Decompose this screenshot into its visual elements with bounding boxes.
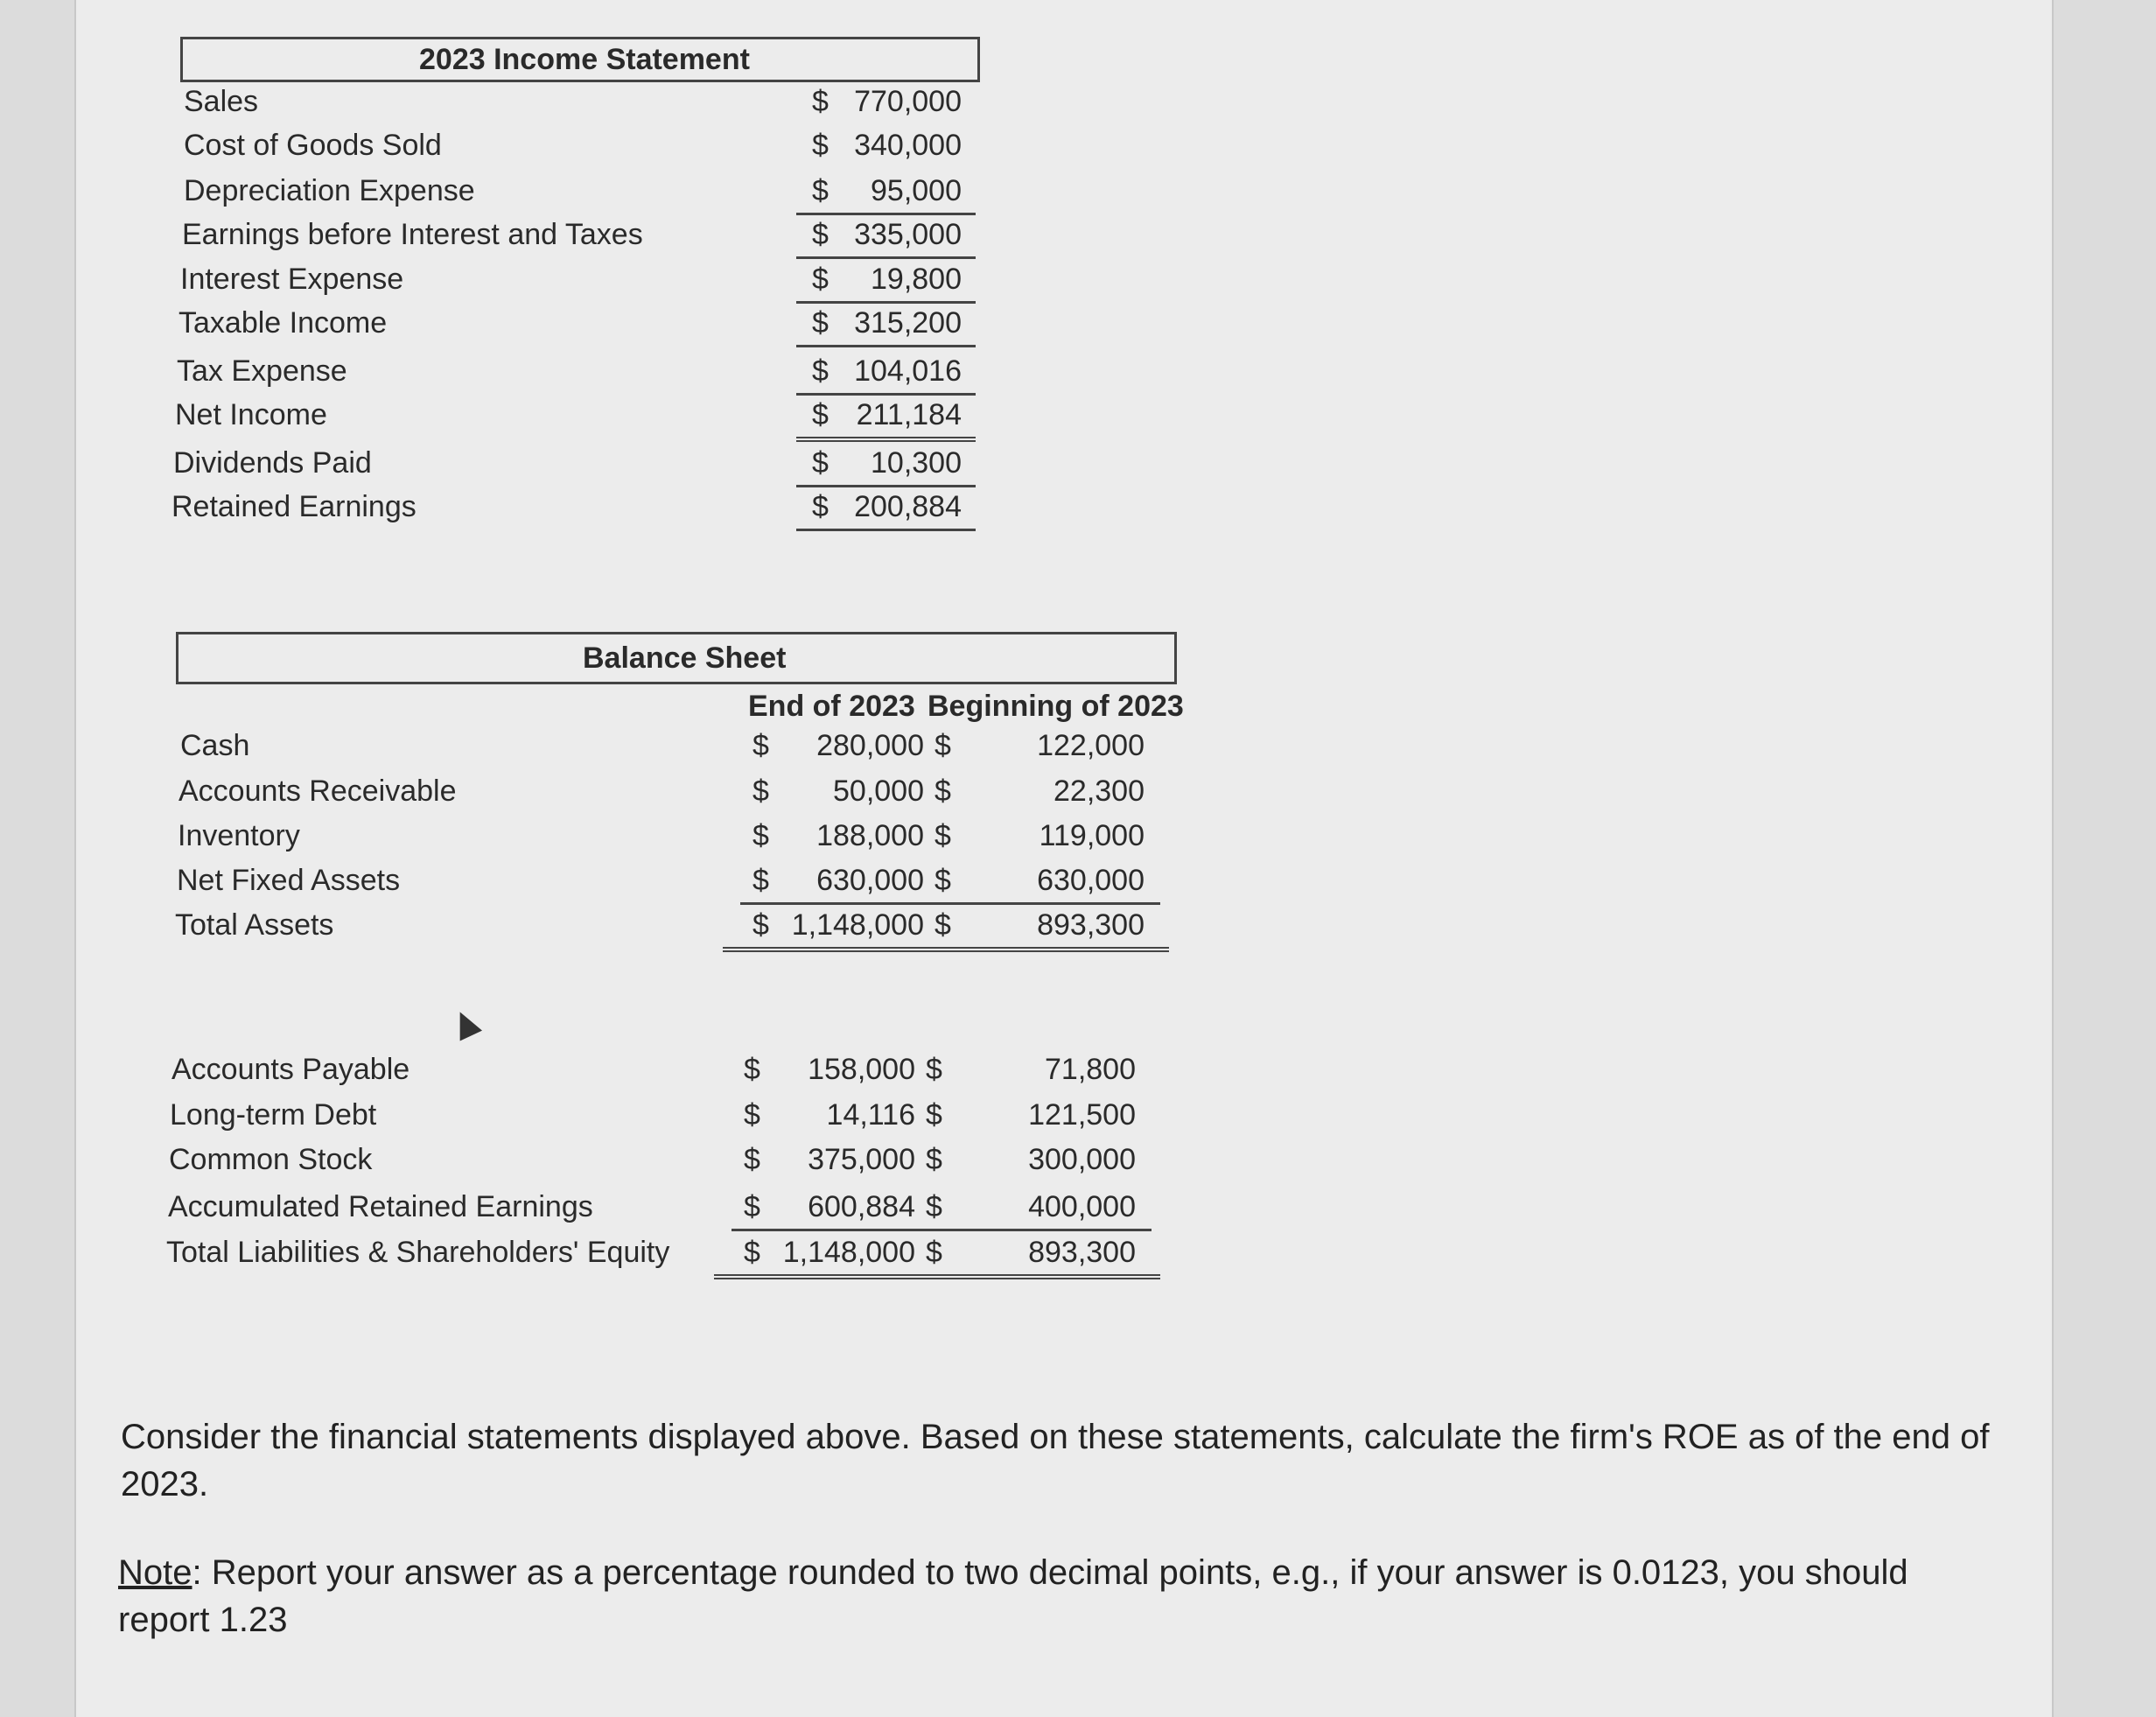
beginning-of-year-cell [976,1190,1152,1229]
income-row-label: Sales [184,85,259,118]
balance-row [180,729,1230,773]
beginning-of-year-value: 893,300 [1028,1236,1136,1269]
col-header-end: End of 2023 [748,690,915,723]
currency-symbol: $ [926,1190,942,1223]
balance-row [178,774,1228,818]
end-of-year-cell [732,864,950,902]
beginning-of-year-value: 300,000 [1028,1143,1136,1176]
income-row-value: 315,200 [854,306,962,340]
beginning-of-year-cell [976,1098,1152,1137]
income-row-label: Taxable Income [178,306,388,340]
note-text: : Report your answer as a percentage rounded to two decimal points, e.g., if your answer is 0.0123, you should report 1.23 [118,1553,1908,1639]
income-row-label: Net Income [175,398,327,431]
beginning-of-year-cell [976,1053,1152,1091]
income-row-label: Dividends Paid [173,446,372,480]
beginning-of-year-cell [976,1236,1152,1274]
income-row-value: 340,000 [854,129,962,162]
question-text: Consider the financial statements displayed above. Based on these statements, calculate the firm's ROE as of the end of 2023. [121,1418,1990,1503]
balance-row-label: Total Assets [175,908,334,942]
end-of-year-value: 1,148,000 [791,908,924,942]
beginning-of-year-cell [985,774,1160,813]
end-of-year-cell [732,774,950,813]
balance-row-label: Accounts Receivable [178,774,457,808]
income-row-label: Earnings before Interest and Taxes [182,218,643,251]
beginning-of-year-value: 22,300 [1054,774,1144,808]
beginning-of-year-value: 119,000 [1039,819,1144,852]
currency-symbol: $ [934,908,951,942]
note-paragraph [118,1549,1991,1643]
currency-symbol: $ [812,354,829,388]
subtotal-rule [732,1229,1152,1231]
currency-symbol: $ [934,864,951,897]
subtotal-rule [740,902,1160,905]
currency-symbol: $ [812,218,829,251]
balance-row-label: Long-term Debt [170,1098,377,1132]
currency-symbol: $ [752,729,769,762]
balance-row-label: Total Liabilities & Shareholders' Equity [166,1236,670,1269]
balance-sheet-title-box [176,632,1177,684]
currency-symbol: $ [752,908,769,942]
beginning-of-year-cell [985,729,1160,767]
balance-row [166,1236,1216,1279]
balance-row [177,864,1227,908]
balance-row [169,1143,1219,1187]
end-of-year-cell [723,1098,942,1137]
currency-symbol: $ [744,1236,760,1269]
beginning-of-year-value: 893,300 [1037,908,1144,942]
beginning-of-year-value: 121,500 [1028,1098,1136,1132]
balance-row [178,819,1228,863]
currency-symbol: $ [926,1236,942,1269]
currency-symbol: $ [934,774,951,808]
currency-symbol: $ [812,490,829,523]
currency-symbol: $ [812,398,829,431]
total-double-rule [714,1274,1160,1279]
income-row-value: 19,800 [871,263,962,296]
currency-symbol: $ [744,1190,760,1223]
currency-symbol: $ [812,306,829,340]
balance-row-label: Cash [180,729,250,762]
currency-symbol: $ [752,819,769,852]
income-row-label: Depreciation Expense [184,174,475,207]
income-row-label: Cost of Goods Sold [184,129,442,162]
beginning-of-year-cell [976,1143,1152,1181]
beginning-of-year-cell [985,819,1160,858]
balance-row [172,1053,1222,1097]
balance-row-label: Net Fixed Assets [177,864,401,897]
end-of-year-value: 1,148,000 [782,1236,915,1269]
beginning-of-year-value: 71,800 [1045,1053,1136,1086]
end-of-year-value: 14,116 [826,1098,915,1132]
end-of-year-cell [732,908,950,947]
end-of-year-cell [723,1143,942,1181]
end-of-year-value: 50,000 [833,774,924,808]
end-of-year-value: 188,000 [816,819,924,852]
income-row-label: Interest Expense [180,263,404,296]
currency-symbol: $ [926,1143,942,1176]
beginning-of-year-value: 122,000 [1037,729,1144,762]
income-row-value: 104,016 [854,354,962,388]
income-row-value: 95,000 [871,174,962,207]
end-of-year-cell [723,1053,942,1091]
income-row-label: Retained Earnings [172,490,416,523]
currency-symbol: $ [926,1098,942,1132]
currency-symbol: $ [744,1143,760,1176]
income-row-value: 10,300 [871,446,962,480]
balance-row-label: Accounts Payable [172,1053,410,1086]
currency-symbol: $ [812,85,829,118]
income-row-value: 211,184 [856,398,962,431]
income-row-label: Tax Expense [177,354,347,388]
end-of-year-cell [732,729,950,767]
end-of-year-value: 280,000 [816,729,924,762]
income-statement-title: 2023 Income Statement [419,43,750,76]
end-of-year-value: 630,000 [816,864,924,897]
end-of-year-value: 375,000 [808,1143,915,1176]
currency-symbol: $ [812,263,829,296]
col-header-begin: Beginning of 2023 [928,690,1184,723]
currency-symbol: $ [812,174,829,207]
currency-symbol: $ [934,729,951,762]
income-row-value: 200,884 [854,490,962,523]
currency-symbol: $ [812,129,829,162]
beginning-of-year-cell [985,864,1160,902]
balance-row-label: Accumulated Retained Earnings [168,1190,593,1223]
balance-row-label: Inventory [178,819,300,852]
income-row-value: 770,000 [854,85,962,118]
end-of-year-cell [723,1236,942,1274]
currency-symbol: $ [752,864,769,897]
balance-row [170,1098,1220,1142]
income-row-value: 335,000 [854,218,962,251]
end-of-year-value: 600,884 [808,1190,915,1223]
end-of-year-value: 158,000 [808,1053,915,1086]
note-label: Note [118,1553,192,1592]
balance-sheet-title: Balance Sheet [583,641,787,675]
end-of-year-cell [723,1190,942,1229]
balance-row-label: Common Stock [169,1143,373,1176]
currency-symbol: $ [752,774,769,808]
currency-symbol: $ [812,446,829,480]
balance-row [175,908,1225,952]
beginning-of-year-cell [985,908,1160,947]
currency-symbol: $ [744,1053,760,1086]
beginning-of-year-value: 630,000 [1037,864,1144,897]
currency-symbol: $ [744,1098,760,1132]
balance-row [168,1190,1218,1234]
beginning-of-year-value: 400,000 [1028,1190,1136,1223]
currency-symbol: $ [934,819,951,852]
currency-symbol: $ [926,1053,942,1086]
end-of-year-cell [732,819,950,858]
total-double-rule [723,947,1169,952]
